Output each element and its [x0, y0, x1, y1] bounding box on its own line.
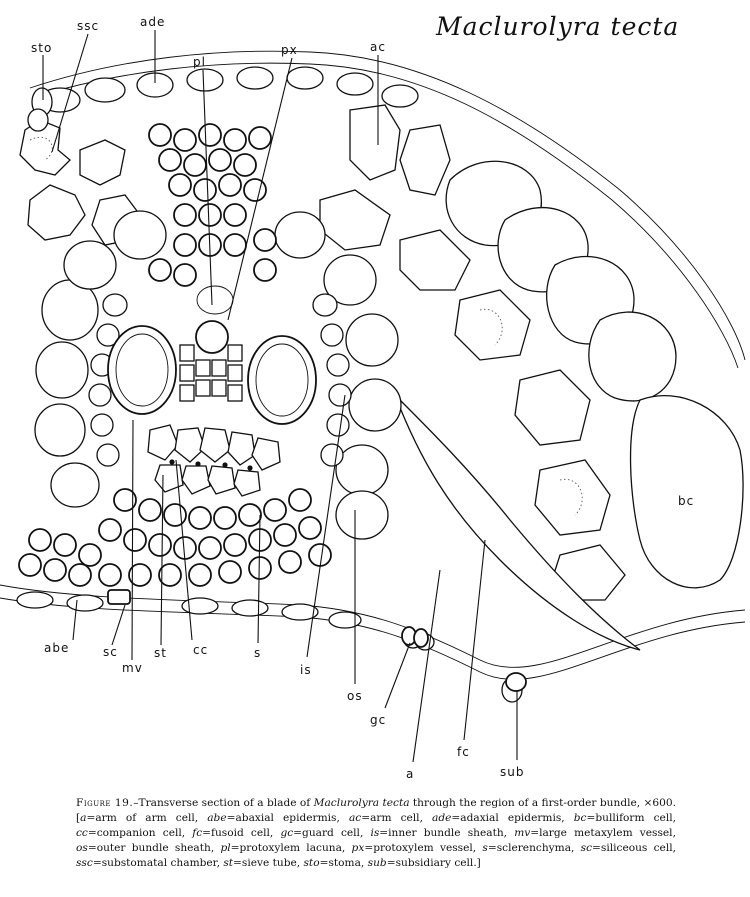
label-sub: sub	[500, 765, 525, 779]
label-cc: cc	[193, 643, 209, 657]
fusoid-cell	[395, 395, 640, 650]
caption-abbreviation: os	[76, 842, 88, 854]
phloem-region	[148, 425, 280, 496]
label-is: is	[300, 663, 312, 677]
caption-definition: =fusoid cell	[202, 827, 270, 839]
caption-legend-item	[207, 812, 336, 824]
caption-abbreviation: mv	[514, 827, 531, 839]
caption-legend-item	[80, 812, 195, 824]
caption-definition: =sclerenchyma	[487, 842, 572, 854]
protoxylem	[196, 286, 233, 353]
siliceous-cell	[108, 590, 130, 604]
label-ade: ade	[140, 15, 166, 29]
caption-abbreviation: ssc	[76, 857, 93, 869]
caption-legend-item	[370, 827, 503, 839]
caption-abbreviation: ade	[432, 812, 452, 824]
caption-legend-item	[76, 857, 217, 869]
caption-abbreviation: st	[223, 857, 234, 869]
caption-abbreviation: ac	[348, 812, 362, 824]
caption-abbreviation: is	[370, 827, 380, 839]
guard-cells	[402, 627, 428, 647]
caption-abbreviation: s	[482, 842, 488, 854]
caption-abbreviation: abe	[207, 812, 227, 824]
caption-abbreviation: sub	[367, 857, 387, 869]
caption-definition: =bulliform cell	[586, 812, 673, 824]
label-st: st	[154, 646, 167, 660]
caption-abbreviation: px	[351, 842, 365, 854]
caption-definition: =arm of arm cell	[86, 812, 195, 824]
label-sto: sto	[31, 41, 53, 55]
caption-definition: =companion cell	[87, 827, 182, 839]
caption-abbreviation: pl	[220, 842, 231, 854]
label-gc: gc	[370, 713, 387, 727]
caption-legend-item	[581, 842, 673, 854]
caption-legend-item	[304, 857, 361, 869]
caption-definition: =subsidiary cell	[386, 857, 474, 869]
label-sc: sc	[103, 645, 118, 659]
figure-title: Maclurolyra tecta	[436, 12, 680, 41]
caption-abbreviation: gc	[280, 827, 294, 839]
caption-abbreviation: sto	[303, 857, 320, 869]
caption-legend-item	[574, 812, 673, 824]
caption-definition: =siliceous cell	[592, 842, 673, 854]
caption-definition: =inner bundle sheath	[379, 827, 504, 839]
label-ac: ac	[370, 40, 386, 54]
label-px: px	[281, 43, 298, 57]
caption-legend-item	[349, 812, 420, 824]
caption-legend-item	[223, 857, 296, 869]
caption-legend-item	[432, 812, 561, 824]
label-s: s	[254, 646, 262, 660]
caption-definition: =protoxylem lacuna	[230, 842, 342, 854]
figure-caption	[76, 796, 676, 871]
caption-definition: =abaxial epidermis	[226, 812, 337, 824]
caption-legend-item	[76, 842, 211, 854]
label-mv: mv	[122, 661, 143, 675]
caption-legend-item	[192, 827, 270, 839]
caption-legend-item	[220, 842, 341, 854]
caption-abbreviation: a	[80, 812, 87, 824]
label-bc: bc	[678, 494, 695, 508]
caption-legend-item	[514, 827, 672, 839]
caption-legend-item	[482, 842, 571, 854]
caption-definition: =outer bundle sheath	[87, 842, 211, 854]
caption-text-start: –Transverse section of a blade of	[133, 797, 314, 809]
caption-legend-item	[280, 827, 360, 839]
caption-definition: =guard cell	[293, 827, 360, 839]
caption-definition: =protoxylem vessel	[364, 842, 473, 854]
label-abe: abe	[44, 641, 70, 655]
label-a: a	[406, 767, 415, 781]
caption-abbreviation: sc	[580, 842, 593, 854]
caption-text-mid: through the region of a first-order bundle, ×600. [	[76, 797, 676, 824]
caption-definition: =large metaxylem vessel	[530, 827, 673, 839]
caption-legend-item	[76, 827, 182, 839]
label-ssc: ssc	[77, 19, 100, 33]
caption-abbreviation: fc	[192, 827, 203, 839]
caption-definition: =arm cell	[361, 812, 420, 824]
caption-definition: =sieve tube	[233, 857, 297, 869]
caption-definition: =stoma	[319, 857, 361, 869]
caption-definition: =substomatal chamber	[92, 857, 217, 869]
caption-legend: a=arm of arm cell, abe=abaxial epidermis, ac=arm cell, ade=adaxial epidermis, bc=bulliform cell, cc=companion cell, fc=fusoid cell, gc=guard cell, is=inner bundle sheath, mv=large metaxylem vessel, os=outer bundle sheath, pl=protoxylem lacuna, px=protoxylem vessel, s=sclerenchyma, sc=siliceous cell, ssc=substomatal chamber, st=sieve tube, sto=stoma, sub=subsidiary cell.]	[76, 812, 676, 869]
subsidiary-cell	[506, 673, 526, 691]
caption-legend-item	[368, 857, 474, 869]
caption-legend-item	[352, 842, 473, 854]
caption-species: Maclurolyra tecta	[313, 797, 410, 809]
label-os: os	[347, 689, 363, 703]
caption-abbreviation: bc	[573, 812, 587, 824]
caption-figure-number: Figure 19.	[76, 797, 134, 809]
label-fc: fc	[457, 745, 470, 759]
caption-definition: =adaxial epidermis	[451, 812, 562, 824]
caption-abbreviation: cc	[76, 827, 88, 839]
label-pl: pl	[193, 55, 206, 69]
